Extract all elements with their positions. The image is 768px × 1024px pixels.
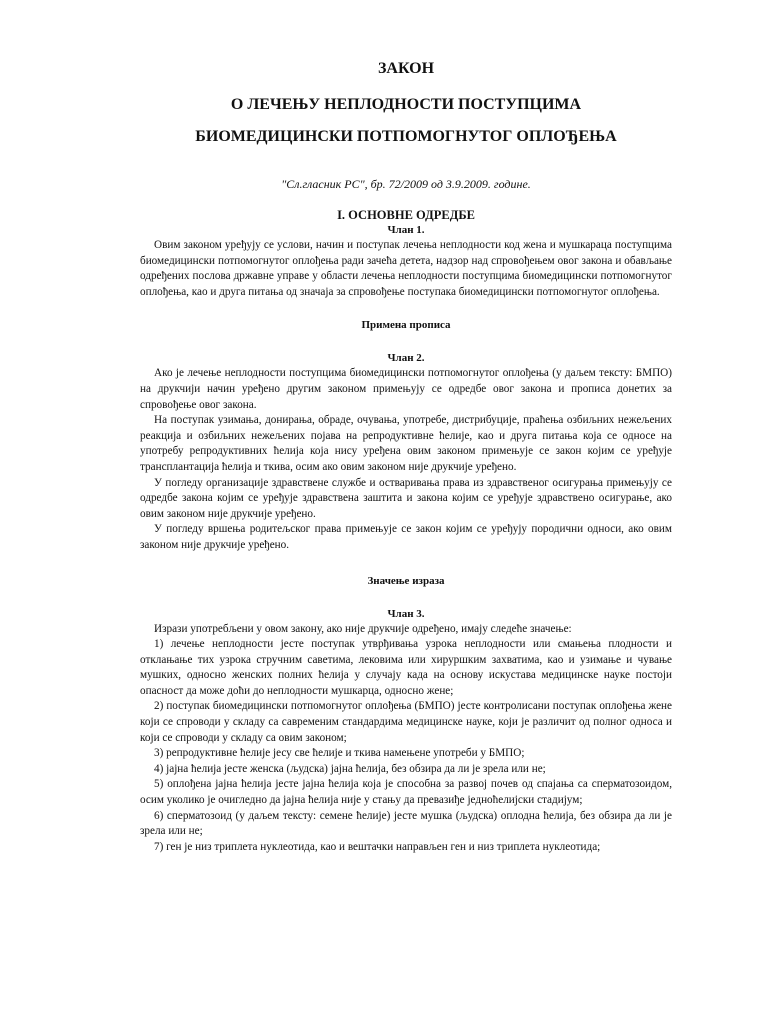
gazette-reference: "Сл.гласник РС", бр. 72/2009 од 3.9.2009. године. xyxy=(281,177,531,191)
subhead-application: Примена прописа xyxy=(361,319,451,332)
law-title: ЗАКОН xyxy=(377,60,435,77)
definition-item: 4) јајна ћелија јесте женска (људска) јајна ћелија, без обзира да ли је зрела или не; xyxy=(154,762,546,775)
subhead-meaning: Значење израза xyxy=(367,574,445,587)
article-3-heading: Члан 3. xyxy=(387,607,425,620)
law-subtitle-line2: БИОМЕДИЦИНСКИ ПОТПОМОГНУТОГ ОПЛОЂЕЊА xyxy=(195,128,617,145)
article-2-paragraph: У погледу организације здравствене службе и остваривања права из здравственог осигурања примењују се одредбе закона којим се уређује здравствена заштита и закона којим се уређује здравствено осигурање, ако овим законом није друкчије уређено. xyxy=(140,476,672,520)
definition-item: 6) сперматозоид (у даљем тексту: семене ћелије) јесте мушка (људска) оплодна ћелија, без обзира да ли је зрела или не; xyxy=(140,809,672,838)
article-2-paragraph: Ако је лечење неплодности поступцима биомедицински потпомогнутог оплођења (у даљем тексту: БМПО) на друкчији начин уређено другим законом примењују се одредбе овог закона и прописа донетих за спровођење овог закона. xyxy=(140,367,672,411)
article-2-paragraph: На поступак узимања, донирања, обраде, очувања, употребе, дистрибуције, праћења озбиљних нежељених реакција и озбиљних нежељених појава на репродуктивне ћелије, као и друга питања која се односе на употребу репродуктивних ћелија која нису уређена овим законом примењује се закон којим се уређује трансплантација ћелија и ткива, осим ако овим законом није друкчије уређено. xyxy=(140,414,672,473)
article-2-paragraph: У погледу вршења родитељског права примењује се закон којим се уређују породични односи, ако овим законом није друкчије уређено. xyxy=(140,523,672,551)
definition-item: 2) поступак биомедицински потпомогнутог оплођења (БМПО) јесте контролисани поступак оплођења жене који се спроводи у складу са савременим стандардима медицинске науке, који је различит од полног односа и који се спроводи у складу са овим законом; xyxy=(140,700,672,744)
definition-item: 1) лечење неплодности јесте поступак утврђивања узрока неплодности или смањења плодности и отклањање тих узрока стручним саветима, лековима или хируршким захватима, као и узимање и чување мушких, односно женских полних ћелија у случају када на основу искустава медицинске науке постоји опасност да може доћи до неплодности мушкарца, односно жене; xyxy=(140,638,672,697)
article-3-intro: Изрази употребљени у овом закону, ако није друкчије одређено, имају следеће значење: xyxy=(154,622,572,635)
article-1-heading: Члан 1. xyxy=(387,224,425,236)
definition-item: 7) ген је низ триплета нуклеотида, као и вештачки направљен ген и низ триплета нуклеотида; xyxy=(154,840,601,853)
definition-item: 3) репродуктивне ћелије јесу све ћелије и ткива намењене употреби у БМПО; xyxy=(154,747,525,760)
definition-item: 5) оплођена јајна ћелија јесте јајна ћелија која је способна за развој почев од спајања са сперматозоидом, осим уколико је очигледно да јајна ћелија није у стању да превазиђе једноћелијски стадијум; xyxy=(140,778,672,807)
document-content xyxy=(140,58,672,855)
article-2-heading: Члан 2. xyxy=(387,352,425,365)
law-subtitle-line1: О ЛЕЧЕЊУ НЕПЛОДНОСТИ ПОСТУПЦИМА xyxy=(230,96,582,113)
section-heading: I. ОСНОВНЕ ОДРЕДБЕ xyxy=(337,208,475,222)
article-1-paragraph: Овим законом уређују се услови, начин и поступак лечења неплодности код жена и мушкараца поступцима биомедицински потпомогнутог оплођења ради зачећа детета, надзор над спровођењем овог закона и обављање одређених послова државне управе у области лечења неплодности поступцима биомедицински потпомогнутог оплођења, као и друга питања од значаја за спровођење поступака биомедицински потпомогнутог оплођења. xyxy=(140,239,672,298)
